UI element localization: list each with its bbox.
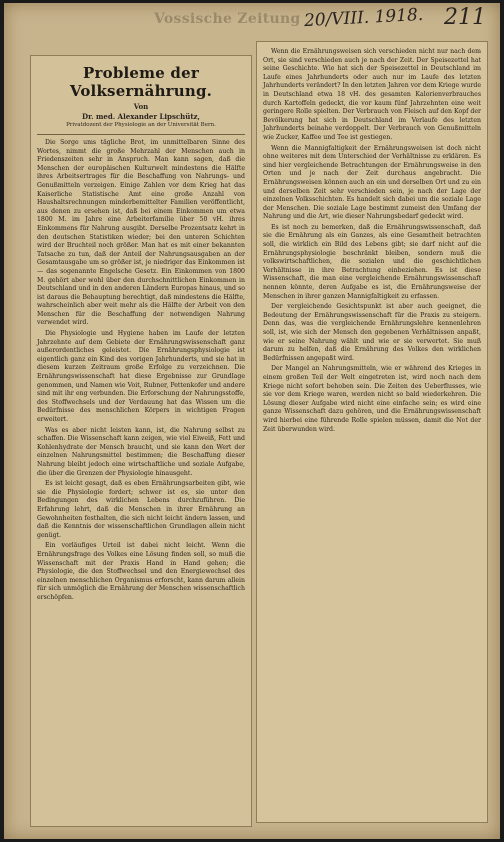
article-body-right [257,42,487,434]
paragraph: Die Sorge ums tägliche Brot, im unmittelbaren Sinne des Wortes, nimmt die große Mehrzahl der Menschen auch in Friedenszeiten sehr in Anspruch. Man kann sagen, daß die Menschen der europäischen Kulturwelt mindestens die Hälfte ihres Arbeitsertrages für die Beschaffung von Nahrungs- und Genußmitteln verzeigen. Einige Zahlen vor dem Krieg hat das Kaiserliche Statistische Amt eine große Anzahl von Haushaltsrechnungen minderbemittelter Familien veröffentlicht, aus denen zu ersehen ist, daß bei einem Einkommen um etwa 1800 M. im Jahre eine Arbeiterfamilie über 50 vH. ihres Einkommens für Nahrung ausgibt. Derselbe Prozentsatz kehrt in den deutschen Statistiken wieder; bei den unteren Schichten wird der Bruchteil noch größer. Man hat es mit einer bekannten Tatsache zu tun, daß der Anteil der Nahrungsausgaben an der Gesamtausgabe um so größer ist, je niedriger das Einkommen ist — das sogenannte Engelsche Gesetz. Ein Einkommen von 1800 M. gehört aber wohl über den durchschnittlichen Einkommen in Deutschland und in den anderen Ländern Europas hinaus, und so ist daraus die Behauptung berechtigt, daß mindestens die Hälfte, wahrscheinlich aber weit mehr als die Hälfte der Arbeit von den Menschen für die Beschaffung der notwendigen Nahrung verwendet wird. [37,139,245,327]
paragraph: Wenn die Ernährungsweisen sich verschieden nicht nur nach dem Ort, sie sind verschieden auch je nach der Zeit. Der Speisezettel hat seine Geschichte. Wie hat sich der Speisezettel in Deutschland im Laufe eines Jahrhunderts oder auch nur im Laufe des letzten Jahrhunderts verändert? In den letzten Jahren vor dem Kriege wurde in Deutschland etwa 18 vH. des gesamten Kalorienverbrauches durch Kartoffeln gedeckt, die vor kaum fünf Jahrzehnten eine weit geringere Rolle spielten. Der Verbrauch von Fleisch auf den Kopf der Bevölkerung hat sich in Deutschland im Verlaufe des letzten Jahrhunderts beinahe verdoppelt. Der Verbrauch von Genußmitteln wie Zucker, Kaffee und Tee ist gestiegen. [263,48,481,141]
article-headline: Probleme der Volksernährung. [69,64,213,100]
paragraph: Es ist noch zu bemerken, daß die Ernährungswissenschaft, daß sie die Ernährung als ein Ganzes, als eine Gesamtheit betrachten soll, die wirklich ein Bild des Lebens gibt; sie darf nicht auf die Ernährungsphysiologie beschränkt bleiben, sondern muß die volkswirtschaftlichen, die sozialen und die geschichtlichen Verhältnisse in ihre Betrachtung einbeziehen. Es ist diese Wissenschaft, die man eine vergleichende Ernährungswissenschaft nennen könnte, deren Aufgabe es ist, die Ernährungsweise der Menschen in ihrer ganzen Mannigfaltigkeit zu erfassen. [263,223,481,300]
author-affiliation: Privatdozent der Physiologie an der Universität Bern. [66,122,216,128]
divider-rule [37,134,245,135]
paragraph: Der Mangel an Nahrungsmitteln, wie er während des Krieges in einem großen Teil der Welt eingetreten ist, wird noch nach dem Kriege nicht sofort behoben sein. Die Zeiten des Ueberflusses, wie sie vor dem Kriege waren, werden nicht so bald wiederkehren. Die Lösung dieser Aufgabe wird nicht eine einfache sein; es wird eine ganze Wissenschaft dazu gehören, und die Ernährungswissenschaft wird hierbei eine führende Rolle spielen müssen, damit die Not der Zeit überwunden wird. [263,365,481,433]
article-clipping-left-column [30,55,252,827]
author-name: Dr. med. Alexander Lipschütz, [82,112,200,121]
handwritten-folio-number: 211 [444,5,486,30]
paragraph: Wenn die Mannigfaltigkeit der Ernährungsweisen ist doch nicht ohne weiteres mit dem Unterschied der Verhältnisse zu erklären. Es sind hier vergleichende Betrachtungen der Ernährungsweise in den Orten und je nach der Zeit durchaus angebracht. Die Ernährungsweisen können auch an ein und derselben Ort und zu ein und derselben Zeit sehr verschieden sein, je nach der Lage der einzelnen Volksschichten. Es handelt sich dabei um die soziale Lage der Menschen. Die soziale Lage bestimmt zumeist den Umfang der Nahrung und die Art, wie dieser Nahrungsbedarf gedeckt wird. [263,144,481,221]
paragraph: Was es aber nicht leisten kann, ist, die Nahrung selbst zu schaffen. Die Wissenschaft kann zeigen, wie viel Eiweiß, Fett und Kohlenhydrate der Mensch braucht, und sie kann den Wert der einzelnen Nahrungsmittel bestimmen; die Beschaffung dieser Nahrung bleibt jedoch eine wirtschaftliche und soziale Aufgabe, die über die Grenzen der Physiologie hinausgeht. [37,426,245,477]
article-clipping-right-column [256,41,488,823]
article-body-left [31,139,251,602]
paragraph: Es ist leicht gesagt, daß es eben Ernährungsarbeiten gibt, wie sie die Physiologie fordert; schwer ist es, sie unter den Bedingungen des wirklichen Lebens durchzuführen. Die Erfahrung lehrt, daß die Menschen in ihrer Ernährung an Gewohnheiten festhalten, die sich nicht leicht ändern lassen, und daß die Kenntnis der wissenschaftlichen Grundlagen allein nicht genügt. [37,480,245,539]
newspaper-masthead: Vossische Zeitung [154,11,301,27]
handwritten-date: 20/VIII. 1918. [303,4,424,32]
archive-page [4,3,500,839]
paragraph: Die Physiologie und Hygiene haben im Laufe der letzten Jahrzehnte auf dem Gebiete der Ernährungswissenschaft ganz außerordentliches geleistet. Die Ernährungsphysiologie ist eigentlich ganz ein Kind des vorigen Jahrhunderts, und sie hat in diesem kurzen Zeitraum große Erfolge zu verzeichnen. Die Ernährungswissenschaft hat diese Ergebnisse zur Grundlage genommen, und Namen wie Voit, Rubner, Pettenkofer und andere sind mit ihr eng verbunden. Die Erforschung der Nahrungsstoffe, des Stoffwechsels und der Verdauung hat das Wissen um die Bedürfnisse des menschlichen Körpers in wichtigen Fragen erweitert. [37,330,245,423]
paragraph: Der vergleichende Gesichtspunkt ist aber auch geeignet, die Bedeutung der Ernährungswissenschaft für die Praxis zu steigern. Denn das, was die vergleichende Ernährungslehre kennenlehren soll, ist, wie sich der Mensch den gegebenen Verhältnissen anpaßt, wie er seine Nahrung wählt und wie er sie verwertet. Sie muß darum zu helfen, daß die Ernährung des Volkes den wirklichen Bedürfnissen angepaßt wird. [263,303,481,362]
byline-von: Von [133,102,149,111]
paragraph: Ein vorläufiges Urteil ist dabei nicht leicht. Wenn die Ernährungsfrage des Volkes eine Lösung finden soll, so muß die Wissenschaft mit der Praxis Hand in Hand gehen; die Physiologie, die den Stoffwechsel und den Energiewechsel des einzelnen menschlichen Organismus erforscht, kann darum allein für sich unmöglich die Ernährung der Menschen wissenschaftlich erschöpfen. [37,542,245,601]
